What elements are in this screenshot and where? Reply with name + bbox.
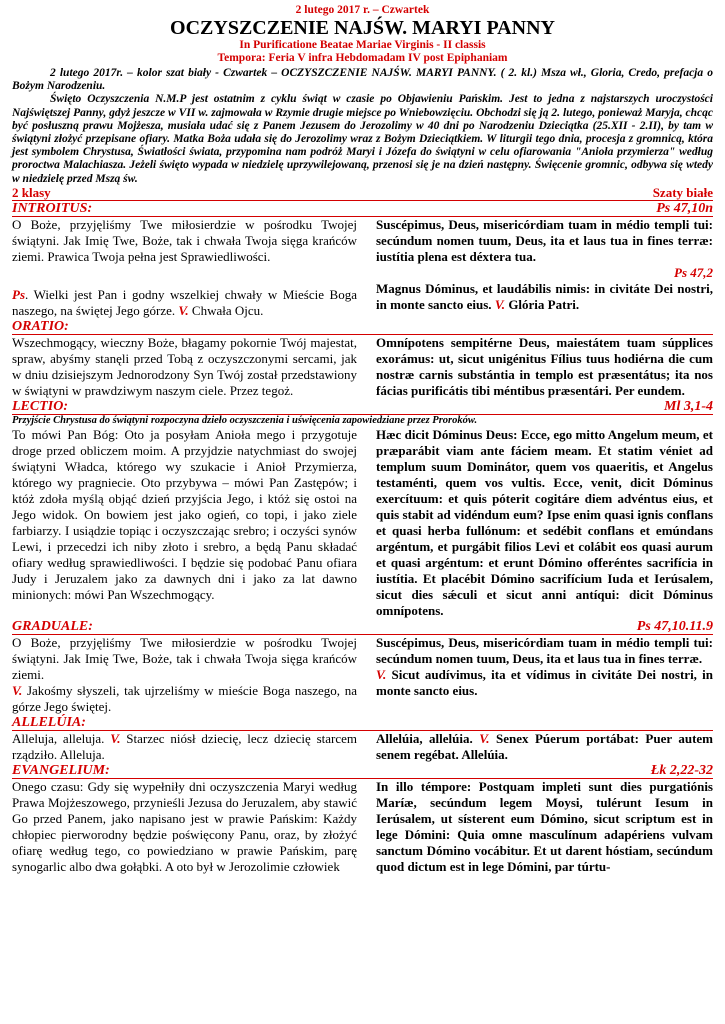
date-line: 2 lutego 2017 r. – Czwartek bbox=[295, 4, 430, 16]
latin-title: In Purificatione Beatae Mariae Virginis - II classis bbox=[239, 39, 486, 51]
lectio-note: Przyjście Chrystusa do świątyni rozpoczyna dzieło oczyszczenia i uświęcenia zapowiedziane przez Proroków. bbox=[12, 414, 478, 426]
introitus-latin bbox=[376, 217, 713, 319]
lectio-header bbox=[12, 399, 713, 415]
introitus-psalm-ref: Ps 47,2 bbox=[674, 264, 713, 280]
ps-label: Ps bbox=[12, 286, 25, 302]
introitus-la-text: Suscépimus, Deus, misericórdiam tuam in médio templi tui: secúndum nomen tuum, Deus, ita et laus tua in fines terræ: iustítia plena est déxtera tua. bbox=[376, 216, 713, 264]
alleluia-polish: Alleluja, alleluja. V. Starzec niósł dziecię, lecz dziecię starcem rządziło. Alleluja. bbox=[12, 730, 357, 762]
graduale-polish: O Boże, przyjęliśmy Twe miłosierdzie w pośrodku Twojej świątyni. Jak Imię Twe, Boże, tak i chwała Twoja sięga krańców ziemi. V. Jakośmy słyszeli, tak ujrzeliśmy w mieście Boga naszego, na górze Jego świętej. bbox=[12, 634, 357, 714]
introitus-heading: INTROITUS: bbox=[12, 200, 93, 216]
graduale-row bbox=[12, 635, 713, 715]
alleluia-heading: ALLELÚIA: bbox=[12, 714, 86, 730]
evangelium-polish: Onego czasu: Gdy się wypełniły dni oczyszczenia Maryi według Prawa Mojżeszowego, przynieśli Jezusa do Jeruzalem, aby stawić Go przed Panem, jako napisano jest w prawie Pańskim: Każdy chłopiec pierworodny będzie poświęcony Panu, oraz, by złożyć ofiarę według tego, co powiedziano w prawie Pańskim, parę synogarlic albo dwa gołąbki. A oto był w Jerozolimie człowiek bbox=[12, 778, 357, 874]
evangelium-ref: Łk 2,22-32 bbox=[650, 762, 713, 778]
graduale-ref: Ps 47,10.11.9 bbox=[636, 618, 713, 634]
introitus-header bbox=[12, 201, 713, 217]
versicle-mark: V. bbox=[178, 302, 189, 318]
introitus-la-psalm: Magnus Dóminus, et laudábilis nimis: in civitáte Dei nostri, in monte sancto eius. V. Glória Patri. bbox=[376, 280, 713, 312]
tempora-line: Tempora: Feria V infra Hebdomadam IV post Epiphaniam bbox=[217, 52, 508, 64]
versicle-mark: V. bbox=[12, 682, 23, 698]
oratio-latin: Omnípotens sempitérne Deus, maiestátem tuam súpplices exorámus: ut, sicut unigénitus Fílius tuus hodiérna die cum nostræ carnis substántia in templo est præsentátus; ita nos fácias purificátis tibi méntibus præsentári. Per eundem. bbox=[376, 334, 713, 398]
graduale-heading: GRADUALE: bbox=[12, 618, 93, 634]
intro-text bbox=[12, 67, 713, 186]
vestment-color: Szaty białe bbox=[652, 184, 713, 200]
missal-page bbox=[12, 0, 713, 875]
lectio-latin: Hæc dicit Dóminus Deus: Ecce, ego mitto Angelum meum, et præparábit viam ante fáciem meam. Et statim véniet ad templum suum Dominátor, quem vos quaeritis, et Angelus testaménti, quem vos vultis. Ecce, venit, dicit Dóminus exercítuum: et quis póterit cogitáre diem advéntus eius, et quis stabit ad vidéndum eum? Ipse enim quasi ignis conflans et quasi herba fullónum: et sedébit conflans et emúndans argéntum, et purgábit filios Levi et colábit eos quasi aurum et quasi argéntum: et erunt Dómino offeréntes sacrifícia in iustítia. Et placébit Dómino sacrifícium Iuda et Ierúsalem, sicut dies sǽculi et sicut anni antíqui: dicit Dóminus omnípotens. bbox=[376, 426, 713, 618]
introitus-polish bbox=[12, 217, 357, 319]
evangelium-row bbox=[12, 779, 713, 875]
class-label: 2 klasy bbox=[12, 184, 51, 200]
lectio-ref: Ml 3,1-4 bbox=[664, 398, 713, 414]
oratio-polish: Wszechmogący, wieczny Boże, błagamy pokornie Twój majestat, spraw, abyśmy stanęli przed Tobą z oczyszczonymi sercami, jak w dniu dzisiejszym Jednorodzony Syn Twój został przedstawiony w świątyni w prawdziwym naszym ciele. Przez tegoż. bbox=[12, 334, 357, 398]
oratio-heading: ORATIO: bbox=[12, 318, 69, 334]
introitus-pl-text: O Boże, przyjęliśmy Twe miłosierdzie w pośrodku Twojej świątyni. Jak Imię Twe, Boże, tak i chwała Twoja sięga krańców ziemi. Prawica Twoja pełna jest Sprawiedliwości. bbox=[12, 216, 357, 264]
lectio-polish: To mówi Pan Bóg: Oto ja posyłam Anioła mego i przygotuje droge przed obliczem moim. A przyjdzie natychmiast do swojej świątyni Władca, którego wy szukacie i Anioł Przymierza, którego wy pragniecie. Oto przybywa – mówi Pan Zastępów; i któż zdoła myślą objąć dzień przyjścia Jego, i któż się ostoi na Jego widok. On bowiem jest jako ogień, co topi, i jako ziele farbiarzy. I usiądzie topiąc i oczyszczając srebro; i oczyści synów Lewi, i przecedzi ich niby złoto i srebro, a będą Panu składać ofiary według sprawiedliwości. I będzie się podobać Panu ofiara Judy i Jeruzalem jako za dawnych dni i jako za lat dawno minionych: mówi Pan Wszechmogący. bbox=[12, 426, 357, 602]
introitus-ref: Ps 47,10n bbox=[656, 200, 713, 216]
oratio-row bbox=[12, 335, 713, 399]
alleluia-latin: Allelúia, allelúia. V. Senex Púerum portábat: Puer autem senem regébat. Allelúia. bbox=[376, 730, 714, 762]
alleluia-row bbox=[12, 731, 713, 763]
evangelium-heading: EVANGELIUM: bbox=[12, 762, 110, 778]
evangelium-header bbox=[12, 763, 713, 779]
lectio-heading: LECTIO: bbox=[12, 398, 68, 414]
graduale-header bbox=[12, 619, 713, 635]
class-bar bbox=[12, 186, 713, 201]
alleluia-header bbox=[12, 715, 713, 731]
lectio-row bbox=[12, 427, 713, 619]
introitus-pl-psalm: Ps. Wielki jest Pan i godny wszelkiej chwały w Mieście Boga naszego, na świętej Jego górze. V. Chwała Ojcu. bbox=[12, 286, 357, 318]
evangelium-latin: In illo témpore: Postquam impleti sunt dies purgatiónis Maríæ, secúndum legem Moysi, tulérunt Iesum in Ierúsalem, ut sísterent eum Dómino, sicut scriptum est in lege Dómini: Quia omne masculínum adapériens vulvam sanctum Dómino vocábitur. Et ut darent hóstiam, secúndum quod dictum est in lege Dómini, par túrtu- bbox=[376, 778, 713, 874]
intro-summary: 2 lutego 2017r. – kolor szat biały - Czwartek – OCZYSZCZENIE NAJŚW. MARYI PANNY. ( 2. kl.) Msza wł., Gloria, Credo, prefacja o Bożym Narodzeniu. bbox=[12, 67, 713, 93]
page-title: OCZYSZCZENIE NAJŚW. MARYI PANNY bbox=[170, 17, 555, 39]
oratio-header bbox=[12, 319, 713, 335]
intro-description: Święto Oczyszczenia N.M.P jest ostatnim z cyklu świąt w czasie po Objawieniu Pańskim. Jest to jedna z najstarszych uroczystości Najświętszej Panny, gdyż jeszcze w VII w. zajmowała w Rzymie drugie miejsce po Wniebowzięciu. Obchodzi się ją 2. lutego, ponieważ Maryja, chcąc być posłuszną prawu Mojżesza, musiała udać się z Panem Jezusem do Jerozolimy w 40 dni po Narodzeniu Dzieciątka (25.XII - 2.II), by tam w świątyni złożyć przepisane ofiary. Matka Boża udała się do Jerozolimy wraz z Bożym Dzieciątkiem. W liturgii tego dnia, procesja z gromnicą, która jest symbolem Chrystusa, Światłości świata, przypomina nam podróż Maryi i Józefa do świątyni w celu ofiarowania "Anioła przymierza" według proroctwa Malachiasza. Jeżeli święto wypada w niedzielę uprzywilejowaną, przenosi się je na dzień następny. Święcenie gromnic, odbywa się wtedy w niedzielę przed Mszą św. bbox=[12, 93, 713, 185]
introitus-row bbox=[12, 217, 713, 319]
graduale-latin: Suscépimus, Deus, misericórdiam tuam in médio templi tui: secúndum nomen tuum, Deus, ita et laus tua in fines terræ. V. Sicut audívimus, ita et vídimus in civitáte Dei nostri, in monte sancto eius. bbox=[376, 634, 713, 698]
